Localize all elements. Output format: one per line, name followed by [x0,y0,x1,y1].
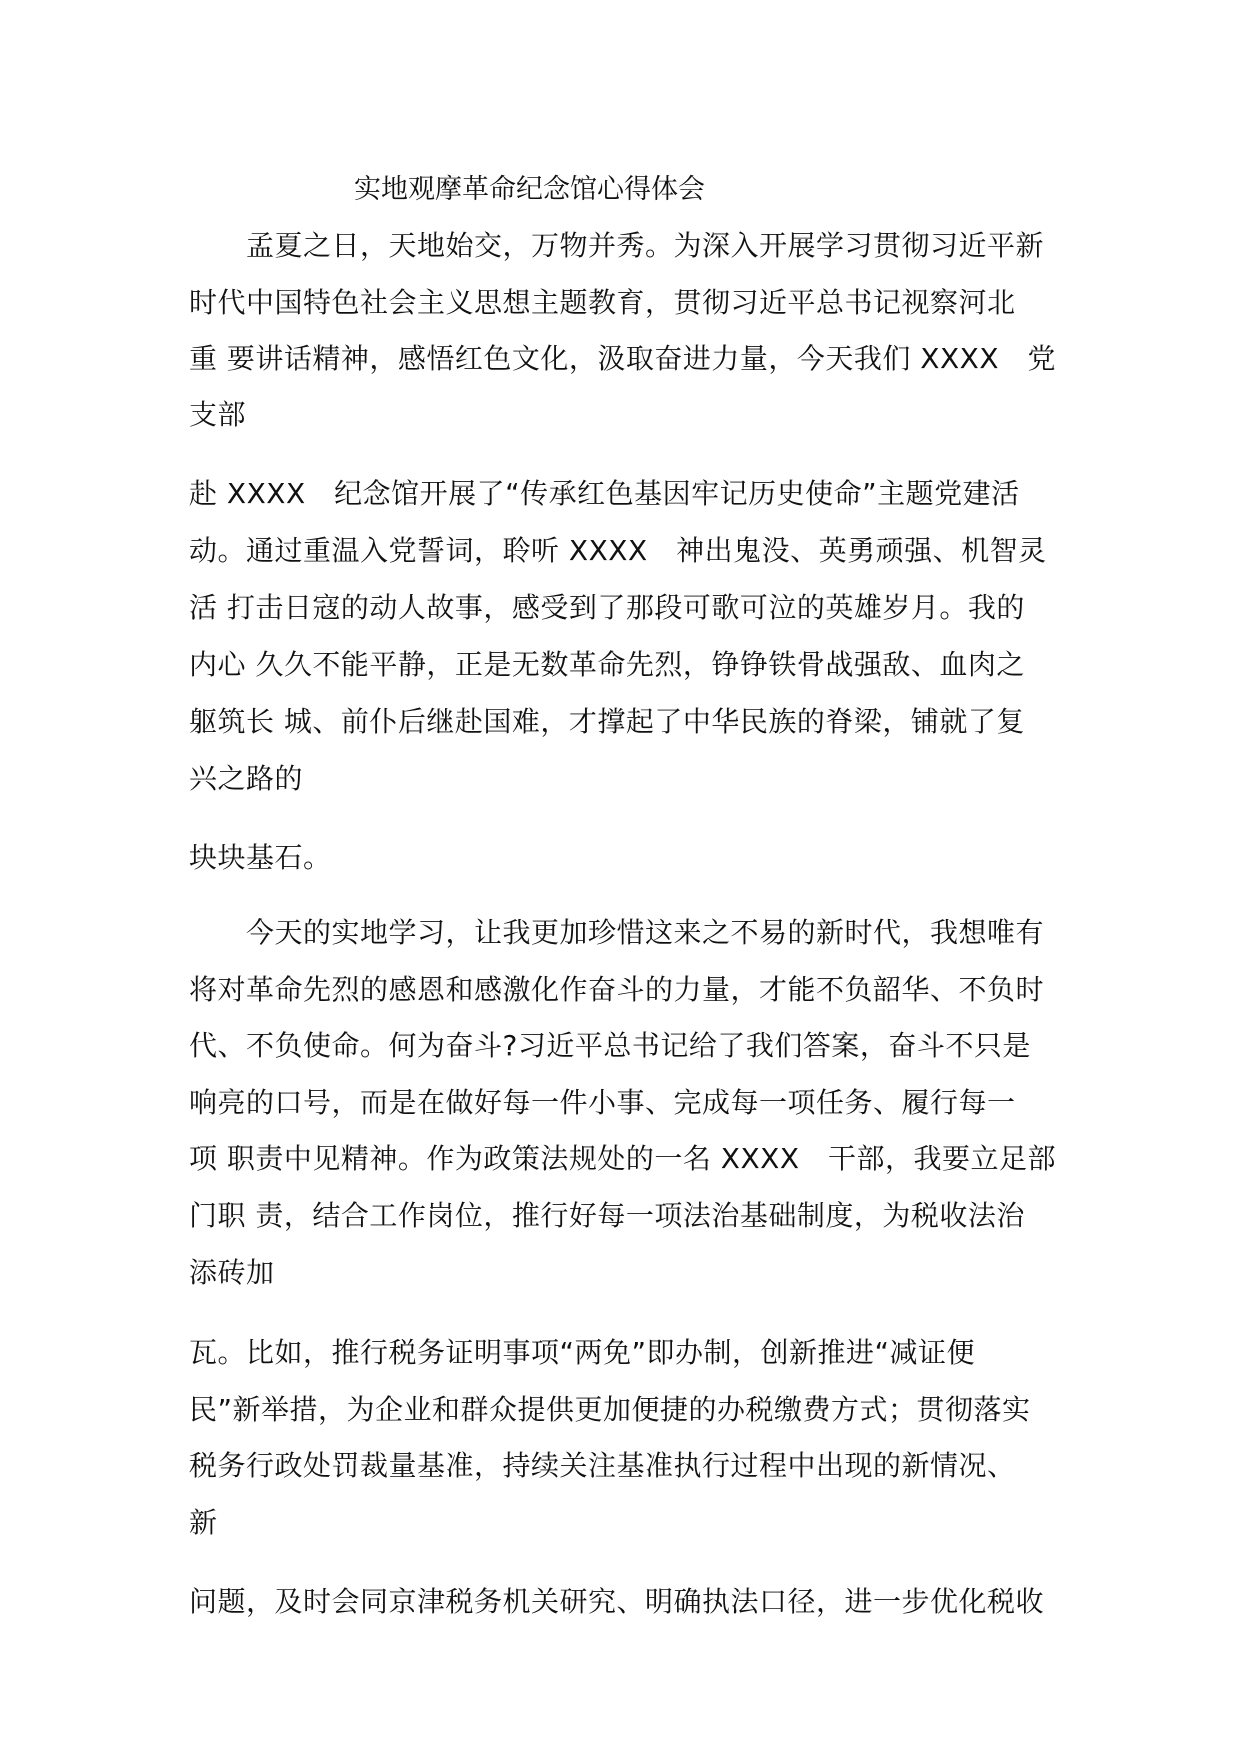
text-line: 代、不负使命。何为奋斗?习近平总书记给了我们答案，奋斗不只是 [189,1029,1031,1062]
text-line: 活 打击日寇的动人故事，感受到了那段可歌可泣的英雄岁月。我的 [189,591,1025,624]
text-line: 门职 责，结合工作岗位，推行好每一项法治基础制度，为税收法治 [189,1199,1025,1232]
document-title: 实地观摩革命纪念馆心得体会 [354,174,705,205]
text-line: 民”新举措，为企业和群众提供更加便捷的办税缴费方式；贯彻落实 [189,1393,1031,1426]
text-line: 兴之路的 [189,762,304,795]
text-line: 块块基石。 [189,841,332,874]
text-line: 时代中国特色社会主义思想主题教育，贯彻习近平总书记视察河北 [189,286,1016,319]
text-line: 今天的实地学习，让我更加珍惜这来之不易的新时代，我想唯有 [189,916,1045,949]
text-line: 将对革命先烈的感恩和感激化作奋斗的力量，才能不负韶华、不负时 [189,973,1045,1006]
text-line: 孟夏之日，天地始交，万物并秀。为深入开展学习贯彻习近平新 [189,229,1045,262]
text-line: 支部 [189,398,247,431]
text-line: 问题，及时会同京津税务机关研究、明确执法口径，进一步优化税收 [189,1585,1045,1618]
text-line: 添砖加 [189,1256,275,1289]
text-line: 税务行政处罚裁量基准，持续关注基准执行过程中出现的新情况、 [189,1449,1016,1482]
text-line: 项 职责中见精神。作为政策法规处的一名 XXXX 干部，我要立足部 [189,1142,1057,1175]
text-line: 内心 久久不能平静，正是无数革命先烈，铮铮铁骨战强敌、血肉之 [189,648,1025,681]
text-line: 赴 XXXX 纪念馆开展了“传承红色基因牢记历史使命”主题党建活 [189,477,1020,510]
text-line: 重 要讲话精神，感悟红色文化，汲取奋进力量，今天我们 XXXX 党 [189,342,1057,375]
text-line: 响亮的口号，而是在做好每一件小事、完成每一项任务、履行每一 [189,1086,1016,1119]
text-line: 新 [189,1506,218,1539]
text-line: 躯筑长 城、前仆后继赴国难，才撑起了中华民族的脊梁，铺就了复 [189,705,1025,738]
text-line: 瓦。比如，推行税务证明事项“两免”即办制，创新推进“减证便 [189,1336,976,1369]
text-line: 动。通过重温入党誓词，聆听 XXXX 神出鬼没、英勇顽强、机智灵 [189,534,1047,567]
